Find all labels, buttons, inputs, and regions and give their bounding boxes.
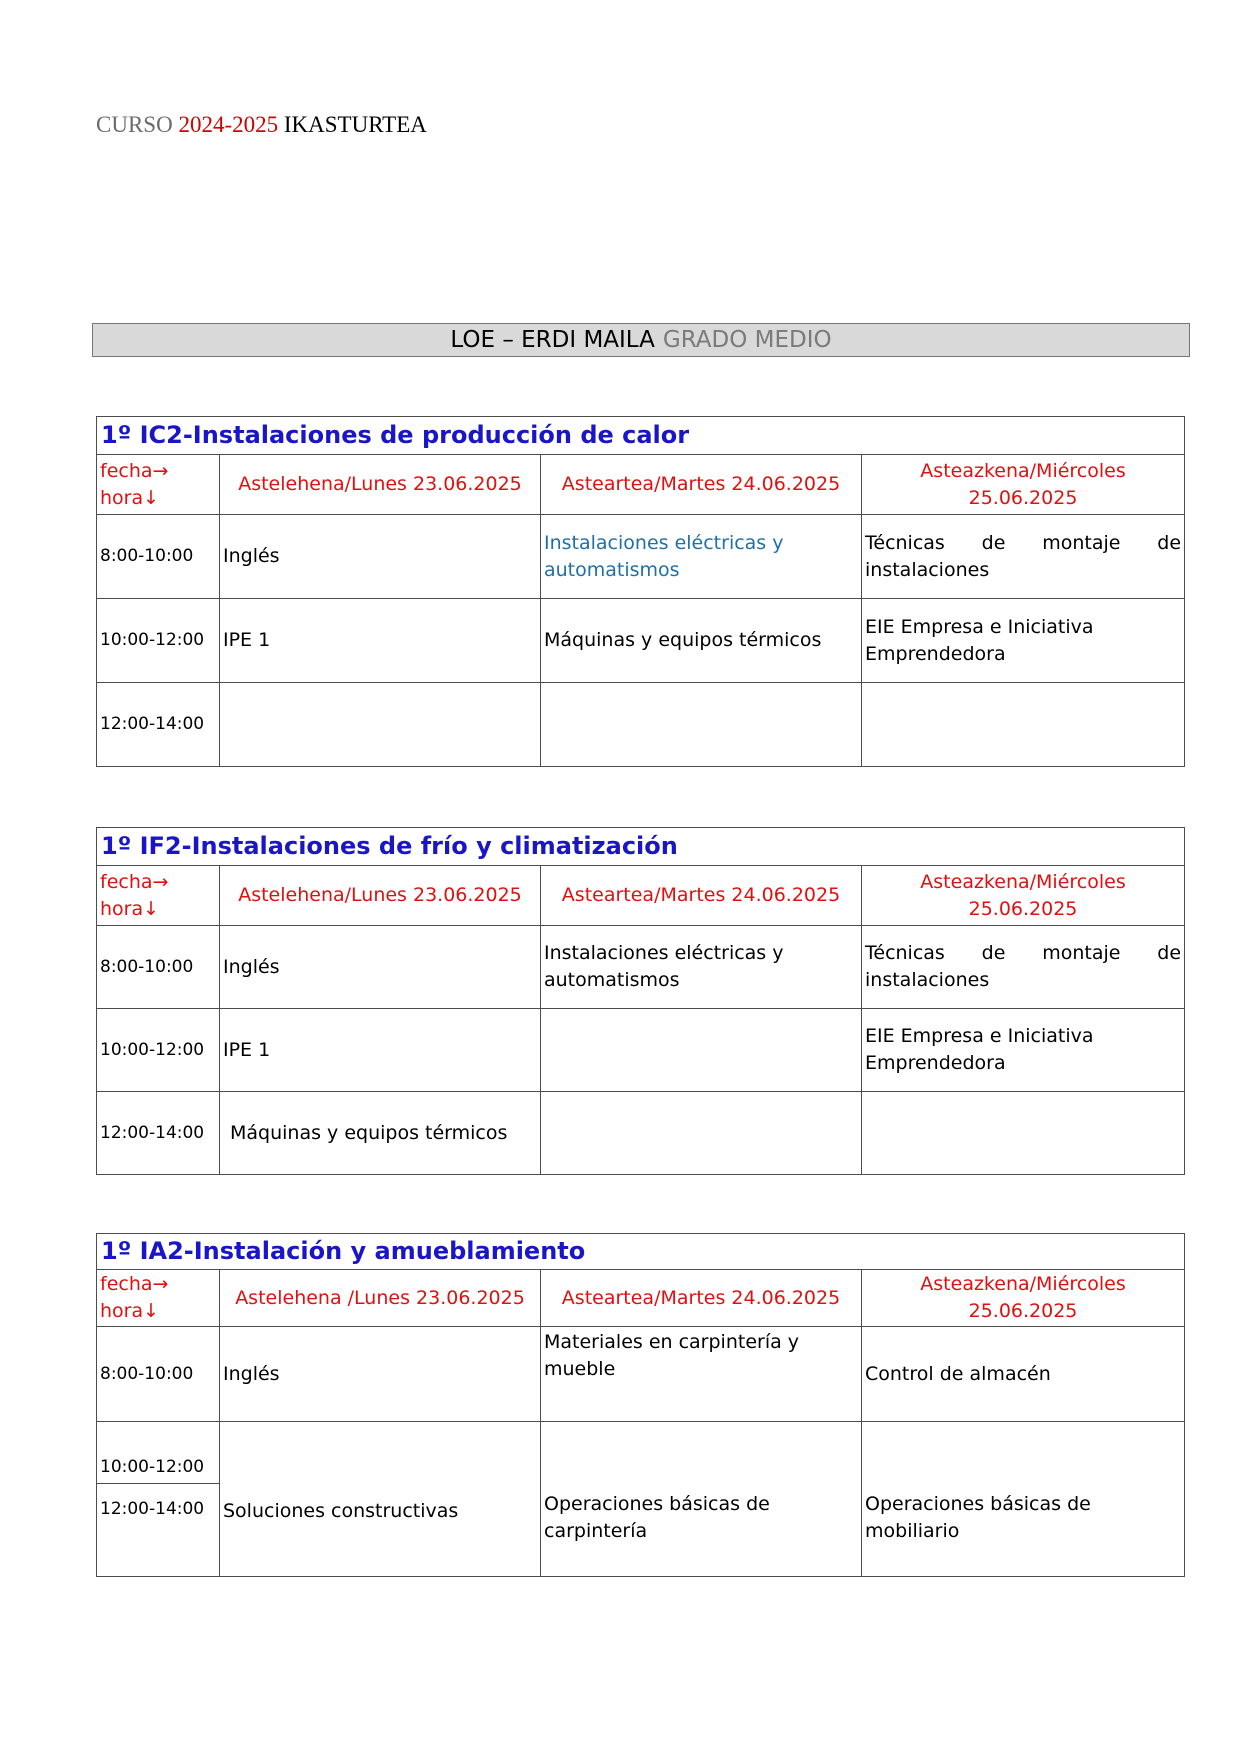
- exam-cell-line: instalaciones: [865, 558, 990, 581]
- corner-time-label: hora↓: [100, 897, 160, 920]
- exam-cell: Soluciones constructivas: [220, 1422, 541, 1577]
- day-header: Asteazkena/Miércoles 25.06.2025: [862, 455, 1185, 515]
- corner-cell: [97, 455, 220, 515]
- time-slot: 8:00-10:00: [97, 1327, 220, 1422]
- exam-cell: [541, 1092, 862, 1175]
- exam-cell: EIE Empresa e Iniciativa Emprendedora: [862, 1009, 1185, 1092]
- table-row: [97, 926, 1185, 1009]
- corner-time-label: hora↓: [100, 1300, 160, 1322]
- exam-cell: Inglés: [220, 926, 541, 1009]
- level-banner: [92, 323, 1190, 357]
- table-row: [97, 683, 1185, 767]
- table-row: [97, 515, 1185, 599]
- table-title: 1º IF2-Instalaciones de frío y climatización: [97, 828, 1185, 866]
- time-slot: 10:00-12:00: [97, 1009, 220, 1092]
- exam-cell: [541, 1009, 862, 1092]
- course-years: 2024-2025: [178, 112, 279, 137]
- exam-cell: Inglés: [220, 515, 541, 599]
- corner-cell: [97, 1270, 220, 1327]
- schedule-table-ic2: [96, 416, 1185, 767]
- time-slot: 8:00-10:00: [97, 926, 220, 1009]
- exam-cell: Operaciones básicas de mobiliario: [862, 1422, 1185, 1577]
- day-header: Asteartea/Martes 24.06.2025: [541, 455, 862, 515]
- exam-cell: [862, 1092, 1185, 1175]
- exam-cell: Operaciones básicas de carpintería: [541, 1422, 862, 1577]
- exam-cell: [541, 683, 862, 767]
- exam-cell: [862, 515, 1185, 599]
- course-heading: [96, 112, 427, 138]
- time-slot: 12:00-14:00: [97, 1092, 220, 1175]
- exam-cell: IPE 1: [220, 1009, 541, 1092]
- exam-cell-line: instalaciones: [865, 969, 990, 991]
- exam-cell-line: Técnicas de montaje de: [865, 942, 1182, 964]
- exam-cell: Máquinas y equipos térmicos: [541, 599, 862, 683]
- day-header: Asteartea/Martes 24.06.2025: [541, 1270, 862, 1327]
- time-slot: 12:00-14:00: [97, 1484, 220, 1577]
- table-row: [97, 1327, 1185, 1422]
- table-row: [97, 1422, 1185, 1484]
- table-title: 1º IC2-Instalaciones de producción de calor: [97, 417, 1185, 455]
- table-row: [97, 1009, 1185, 1092]
- exam-cell: Materiales en carpintería y mueble: [541, 1327, 862, 1422]
- corner-cell: [97, 866, 220, 926]
- exam-cell: Máquinas y equipos térmicos: [220, 1092, 541, 1175]
- exam-cell: [862, 683, 1185, 767]
- corner-time-label: hora↓: [100, 486, 160, 509]
- exam-cell-line: Técnicas de montaje de: [865, 531, 1182, 554]
- level-grado: GRADO MEDIO: [662, 327, 832, 353]
- table-title: 1º IA2-Instalación y amueblamiento: [97, 1234, 1185, 1270]
- corner-date-label: fecha→: [100, 459, 169, 482]
- level-main: LOE – ERDI MAILA: [450, 327, 655, 353]
- day-header: Asteartea/Martes 24.06.2025: [541, 866, 862, 926]
- course-label: CURSO: [96, 112, 173, 137]
- exam-cell: [220, 683, 541, 767]
- corner-date-label: fecha→: [100, 870, 169, 893]
- day-header: Asteazkena/Miércoles 25.06.2025: [862, 866, 1185, 926]
- exam-cell: Inglés: [220, 1327, 541, 1422]
- exam-cell: IPE 1: [220, 599, 541, 683]
- table-row: [97, 599, 1185, 683]
- exam-cell: EIE Empresa e Iniciativa Emprendedora: [862, 599, 1185, 683]
- exam-cell: Instalaciones eléctricas y automatismos: [541, 926, 862, 1009]
- time-slot: 12:00-14:00: [97, 683, 220, 767]
- time-slot: 10:00-12:00: [97, 599, 220, 683]
- time-slot: 8:00-10:00: [97, 515, 220, 599]
- course-ikasturtea: IKASTURTEA: [283, 112, 427, 137]
- day-header: Astelehena/Lunes 23.06.2025: [220, 866, 541, 926]
- time-slot: 10:00-12:00: [97, 1422, 220, 1484]
- schedule-table-if2: [96, 827, 1185, 1175]
- schedule-table-ia2: [96, 1233, 1185, 1577]
- exam-cell: [862, 926, 1185, 1009]
- day-header: Astelehena /Lunes 23.06.2025: [220, 1270, 541, 1327]
- corner-date-label: fecha→: [100, 1273, 169, 1295]
- day-header: Asteazkena/Miércoles 25.06.2025: [862, 1270, 1185, 1327]
- exam-cell: Control de almacén: [862, 1327, 1185, 1422]
- exam-cell: Instalaciones eléctricas y automatismos: [541, 515, 862, 599]
- table-row: [97, 1092, 1185, 1175]
- day-header: Astelehena/Lunes 23.06.2025: [220, 455, 541, 515]
